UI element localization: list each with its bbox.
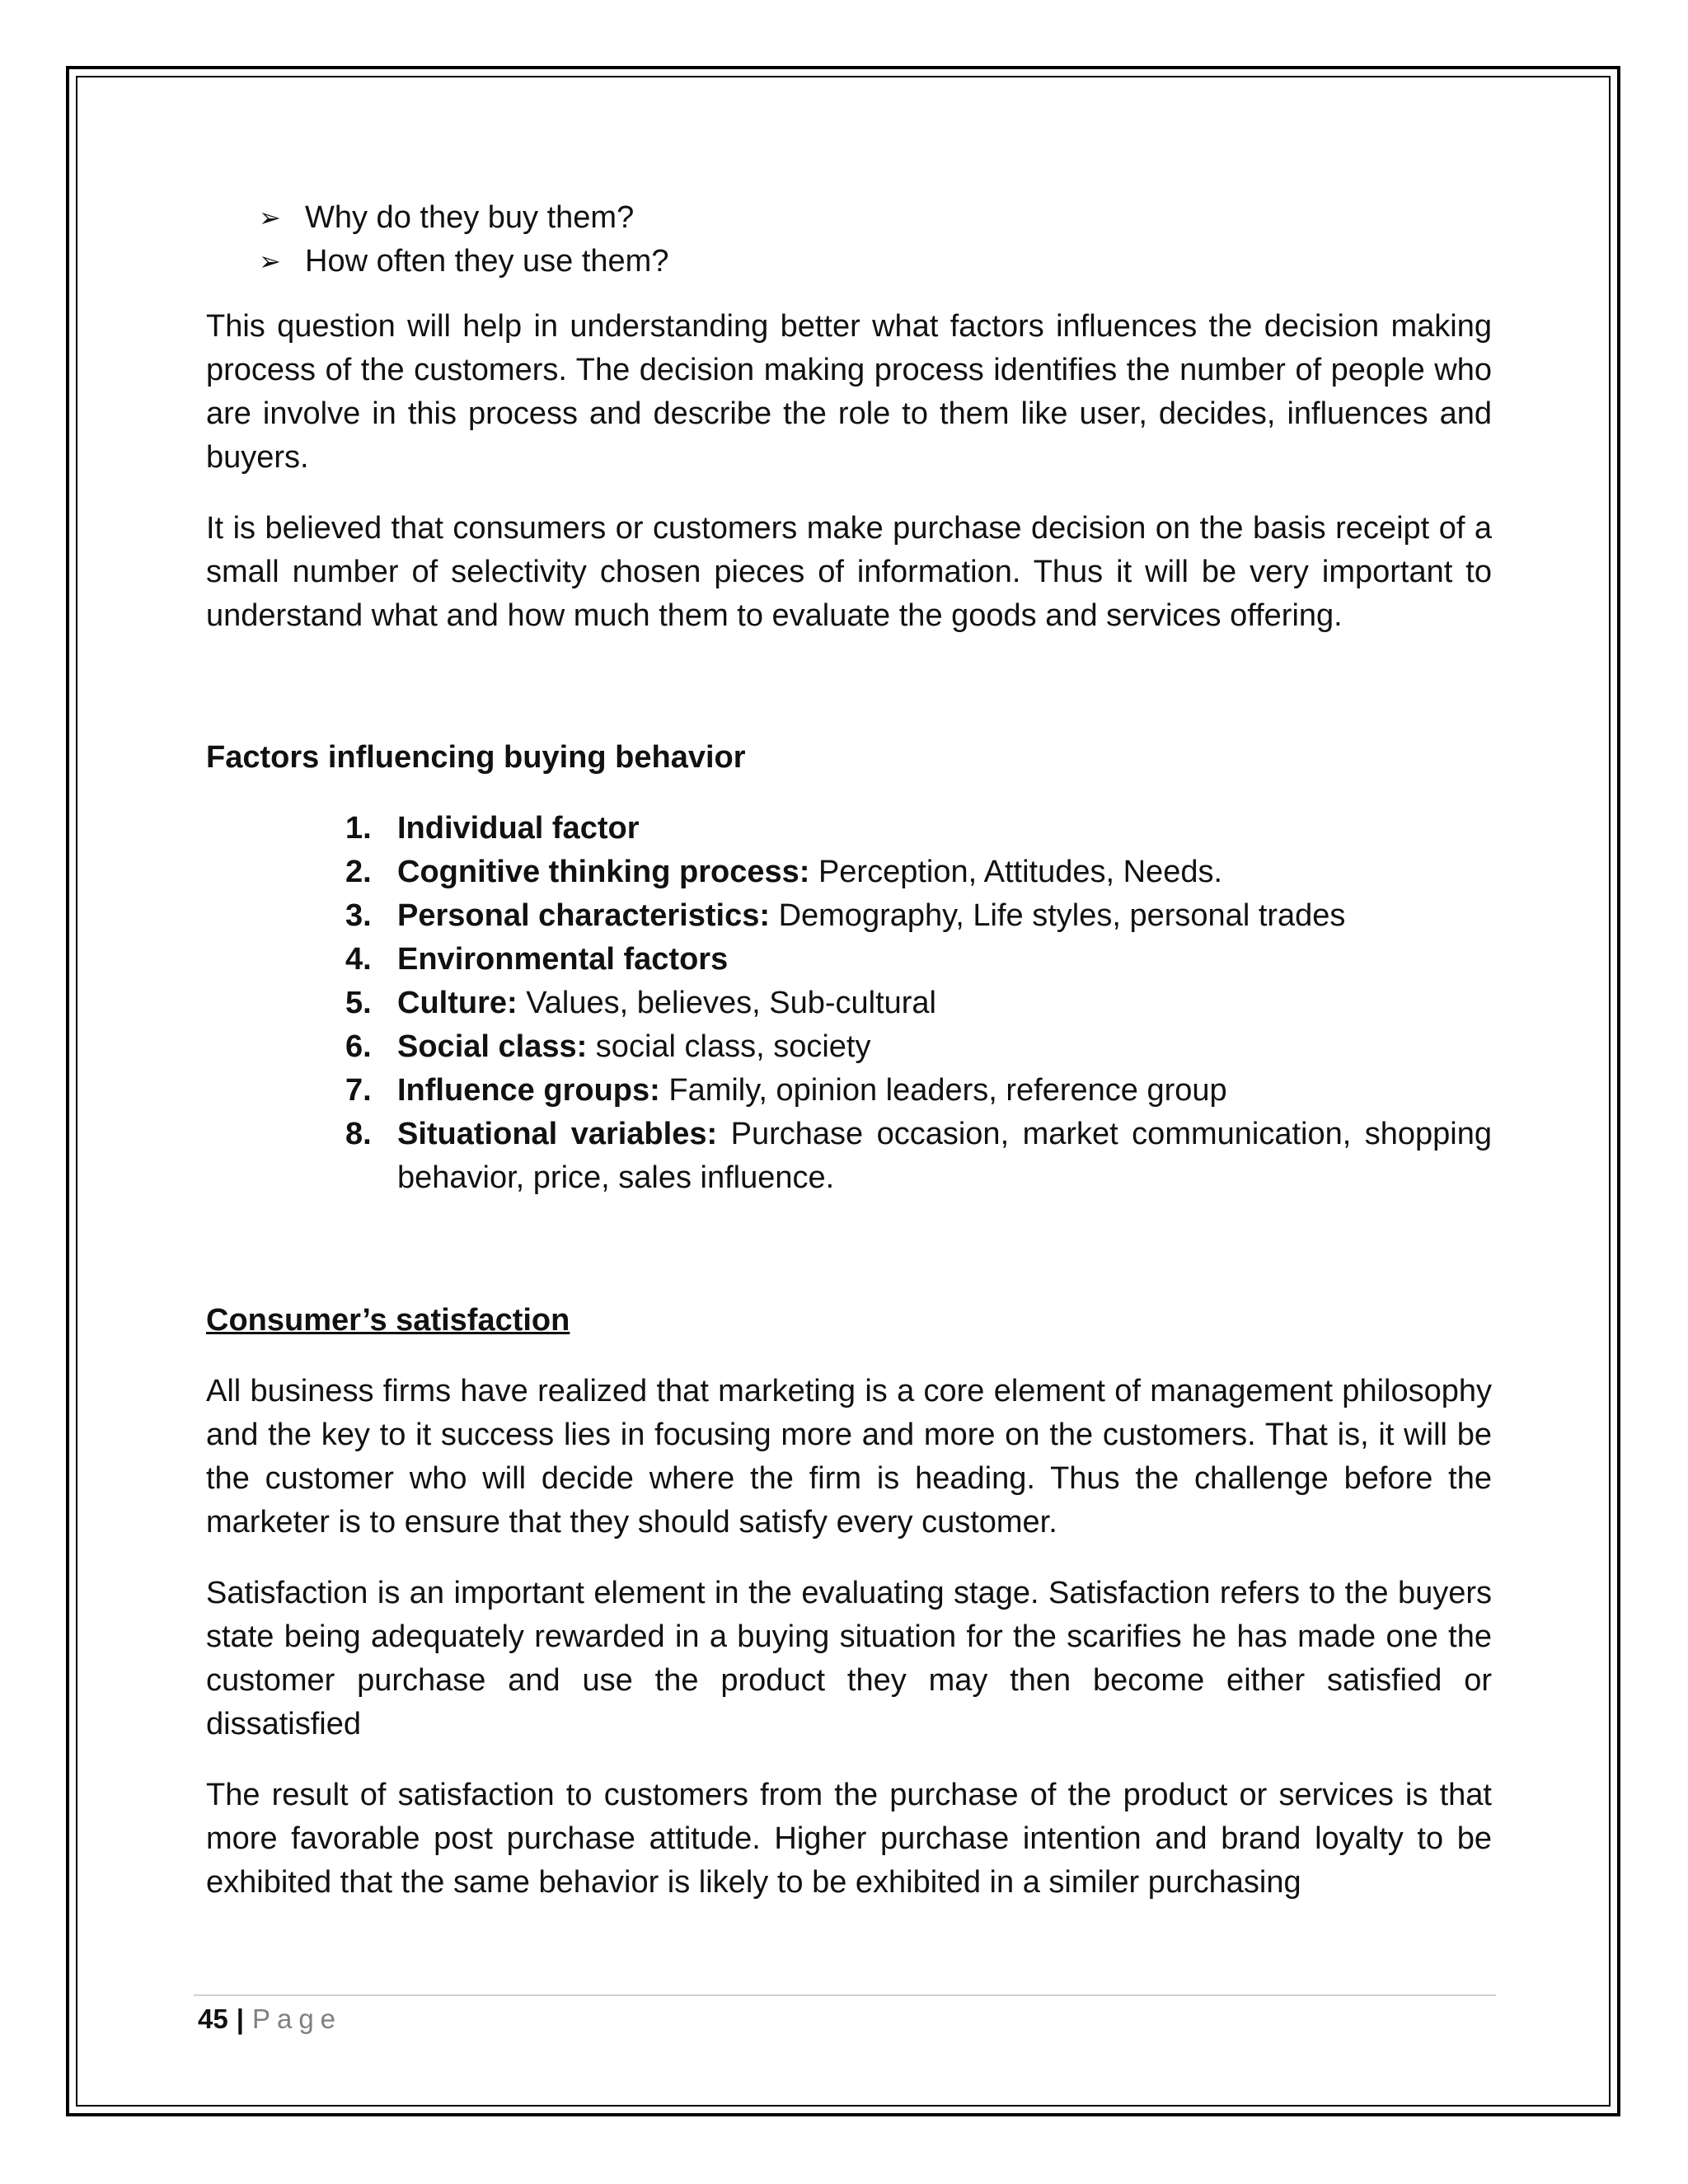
section-heading-satisfaction: Consumer’s satisfaction: [206, 1303, 570, 1338]
factor-detail: Demography, Life styles, personal trades: [770, 898, 1346, 933]
body-paragraph: Satisfaction is an important element in the evaluating stage. Satisfaction refers to the buyers state being adequately rewarded in a buying situation for the scarifies he has made one the customer purchase and use the product they may then become either satisfied or dissatisfied: [206, 1576, 1492, 1741]
page-footer: [198, 2001, 342, 2037]
bullet-item: [206, 196, 1492, 240]
factor-item: [206, 807, 1492, 851]
footer-divider: [194, 1994, 1496, 1996]
factor-number: 1.: [345, 811, 372, 846]
factor-item: [206, 894, 1492, 938]
factor-number: 7.: [345, 1073, 372, 1108]
question-bullet-list: [206, 196, 1492, 284]
page-content: [206, 196, 1492, 1932]
factor-item: [206, 1025, 1492, 1069]
factor-title: Individual factor: [397, 811, 640, 846]
body-paragraph: The result of satisfaction to customers from the purchase of the product or services is that more favorable post purchase attitude. Higher purchase intention and brand loyalty to be exhibited that the same behavior is likely to be exhibited in a similer purchasing: [206, 1778, 1492, 1900]
factor-number: 5.: [345, 986, 372, 1020]
body-paragraph: It is believed that consumers or customers make purchase decision on the basis receipt of a small number of selectivity chosen pieces of information. Thus it will be very important to understand what and how much them to evaluate the goods and services offering.: [206, 511, 1492, 633]
footer-separator: |: [236, 2004, 244, 2034]
page-label: Page: [251, 2004, 343, 2034]
factor-title: Culture:: [397, 986, 518, 1020]
factor-item: [206, 851, 1492, 894]
bullet-item: [206, 240, 1492, 284]
factor-title: Personal characteristics:: [397, 898, 771, 933]
arrow-bullet-icon: ➢: [259, 246, 281, 277]
factor-title: Environmental factors: [397, 942, 729, 977]
factor-title: Social class:: [397, 1029, 588, 1064]
factor-detail: Family, opinion leaders, reference group: [659, 1073, 1227, 1108]
factor-number: 8.: [345, 1117, 372, 1151]
factor-detail: Values, believes, Sub-cultural: [517, 986, 936, 1020]
body-paragraph: All business firms have realized that marketing is a core element of management philosophy and the key to it success lies in focusing more and more on the customers. That is, it will be the customer who will decide where the firm is heading. Thus the challenge before the marketer is to ensure that they should satisfy every customer.: [206, 1374, 1492, 1540]
section-heading-factors: Factors influencing buying behavior: [206, 740, 746, 775]
factor-item: [206, 982, 1492, 1025]
factor-item: [206, 1113, 1492, 1200]
factor-title: Cognitive thinking process:: [397, 855, 810, 889]
factor-item: [206, 1069, 1492, 1113]
factor-number: 2.: [345, 855, 372, 889]
bullet-text: Why do they buy them?: [305, 200, 635, 235]
factor-detail: Purchase occasion, market communication, shopping behavior, price, sales influence.: [397, 1117, 1492, 1195]
factor-item: [206, 938, 1492, 982]
factor-number: 6.: [345, 1029, 372, 1064]
body-paragraph: This question will help in understanding better what factors influences the decision making process of the customers. The decision making process identifies the number of people who are involve in this process and describe the role to them like user, decides, influences and buyers.: [206, 309, 1492, 475]
page-number: 45: [198, 2004, 228, 2034]
factor-detail: Perception, Attitudes, Needs.: [809, 855, 1223, 889]
bullet-text: How often they use them?: [305, 244, 669, 279]
factors-list: [206, 807, 1492, 1200]
arrow-bullet-icon: ➢: [259, 202, 281, 233]
factor-number: 3.: [345, 898, 372, 933]
factor-number: 4.: [345, 942, 372, 977]
factor-title: Influence groups:: [397, 1073, 660, 1108]
factor-title: Situational variables:: [397, 1117, 718, 1151]
factor-detail: social class, society: [587, 1029, 871, 1064]
